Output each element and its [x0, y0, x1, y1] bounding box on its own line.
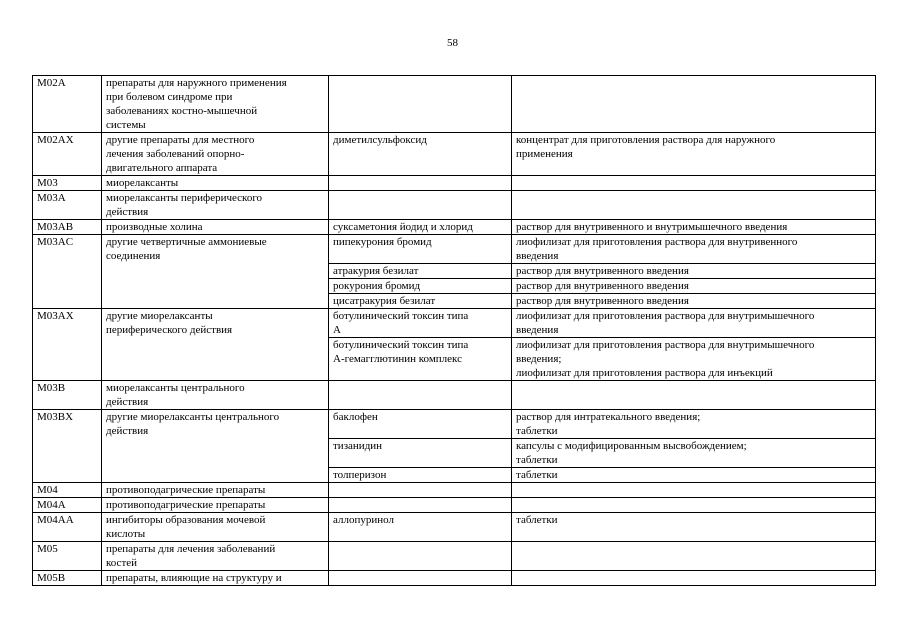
- table-row: [33, 483, 876, 498]
- atc-code-cell: M04AA: [33, 513, 102, 542]
- atc-code-cell: M04A: [33, 498, 102, 513]
- group-description-cell: другие препараты для местного лечения заболеваний опорно- двигательного аппарата: [102, 133, 329, 176]
- dosage-form-cell: таблетки: [512, 468, 876, 483]
- drug-name-cell: [329, 76, 512, 133]
- drug-name-cell: рокурония бромид: [329, 279, 512, 294]
- table-row: [33, 571, 876, 586]
- dosage-form-cell: [512, 571, 876, 586]
- table-row: [33, 309, 876, 338]
- dosage-form-cell: [512, 191, 876, 220]
- dosage-form-cell: лиофилизат для приготовления раствора для внутримышечного введения; лиофилизат для приготовления раствора для инъекций: [512, 338, 876, 381]
- drug-name-cell: тизанидин: [329, 439, 512, 468]
- table-row: [33, 235, 876, 264]
- atc-code-cell: M02A: [33, 76, 102, 133]
- atc-code-cell: M03: [33, 176, 102, 191]
- dosage-form-cell: раствор для внутривенного и внутримышечного введения: [512, 220, 876, 235]
- dosage-form-cell: концентрат для приготовления раствора для наружного применения: [512, 133, 876, 176]
- table-row: [33, 76, 876, 133]
- group-description-cell: производные холина: [102, 220, 329, 235]
- drug-name-cell: [329, 176, 512, 191]
- table-row: [33, 191, 876, 220]
- group-description-cell: препараты, влияющие на структуру и: [102, 571, 329, 586]
- atc-classification-table: [32, 75, 876, 586]
- drug-name-cell: суксаметония йодид и хлорид: [329, 220, 512, 235]
- dosage-form-cell: лиофилизат для приготовления раствора для внутривенного введения: [512, 235, 876, 264]
- atc-code-cell: M03AX: [33, 309, 102, 381]
- dosage-form-cell: [512, 381, 876, 410]
- dosage-form-cell: [512, 542, 876, 571]
- table-row: [33, 410, 876, 439]
- dosage-form-cell: таблетки: [512, 513, 876, 542]
- drug-name-cell: толперизон: [329, 468, 512, 483]
- group-description-cell: противоподагрические препараты: [102, 483, 329, 498]
- page-number: 58: [447, 37, 458, 49]
- group-description-cell: препараты для наружного применения при болевом синдроме при заболеваниях костно-мышечной системы: [102, 76, 329, 133]
- dosage-form-cell: [512, 76, 876, 133]
- group-description-cell: препараты для лечения заболеваний костей: [102, 542, 329, 571]
- dosage-form-cell: лиофилизат для приготовления раствора для внутримышечного введения: [512, 309, 876, 338]
- drug-name-cell: цисатракурия безилат: [329, 294, 512, 309]
- table-row: [33, 133, 876, 176]
- group-description-cell: другие четвертичные аммониевые соединения: [102, 235, 329, 309]
- drug-name-cell: [329, 483, 512, 498]
- group-description-cell: другие миорелаксанты периферического действия: [102, 309, 329, 381]
- drug-name-cell: аллопуринол: [329, 513, 512, 542]
- atc-code-cell: M02AX: [33, 133, 102, 176]
- drug-name-cell: атракурия безилат: [329, 264, 512, 279]
- atc-code-cell: M04: [33, 483, 102, 498]
- drug-name-cell: баклофен: [329, 410, 512, 439]
- table-row: [33, 513, 876, 542]
- group-description-cell: другие миорелаксанты центрального действия: [102, 410, 329, 483]
- table-row: [33, 176, 876, 191]
- drug-name-cell: пипекурония бромид: [329, 235, 512, 264]
- atc-code-cell: M03A: [33, 191, 102, 220]
- atc-code-cell: M03AB: [33, 220, 102, 235]
- drug-name-cell: [329, 571, 512, 586]
- atc-table-body: [33, 76, 876, 586]
- atc-code-cell: M05: [33, 542, 102, 571]
- group-description-cell: противоподагрические препараты: [102, 498, 329, 513]
- atc-code-cell: M03BX: [33, 410, 102, 483]
- dosage-form-cell: [512, 498, 876, 513]
- table-row: [33, 381, 876, 410]
- atc-code-cell: M05B: [33, 571, 102, 586]
- table-row: [33, 498, 876, 513]
- drug-name-cell: ботулинический токсин типа А-гемагглютинин комплекс: [329, 338, 512, 381]
- drug-name-cell: [329, 381, 512, 410]
- dosage-form-cell: раствор для внутривенного введения: [512, 264, 876, 279]
- group-description-cell: миорелаксанты: [102, 176, 329, 191]
- table-row: [33, 542, 876, 571]
- dosage-form-cell: раствор для внутривенного введения: [512, 279, 876, 294]
- drug-name-cell: [329, 542, 512, 571]
- drug-name-cell: [329, 498, 512, 513]
- drug-name-cell: ботулинический токсин типа А: [329, 309, 512, 338]
- drug-name-cell: диметилсульфоксид: [329, 133, 512, 176]
- drug-name-cell: [329, 191, 512, 220]
- atc-code-cell: M03AC: [33, 235, 102, 309]
- dosage-form-cell: [512, 176, 876, 191]
- group-description-cell: ингибиторы образования мочевой кислоты: [102, 513, 329, 542]
- dosage-form-cell: капсулы с модифицированным высвобождением; таблетки: [512, 439, 876, 468]
- dosage-form-cell: [512, 483, 876, 498]
- table-row: [33, 220, 876, 235]
- group-description-cell: миорелаксанты периферического действия: [102, 191, 329, 220]
- group-description-cell: миорелаксанты центрального действия: [102, 381, 329, 410]
- atc-code-cell: M03B: [33, 381, 102, 410]
- dosage-form-cell: раствор для внутривенного введения: [512, 294, 876, 309]
- dosage-form-cell: раствор для интратекального введения; таблетки: [512, 410, 876, 439]
